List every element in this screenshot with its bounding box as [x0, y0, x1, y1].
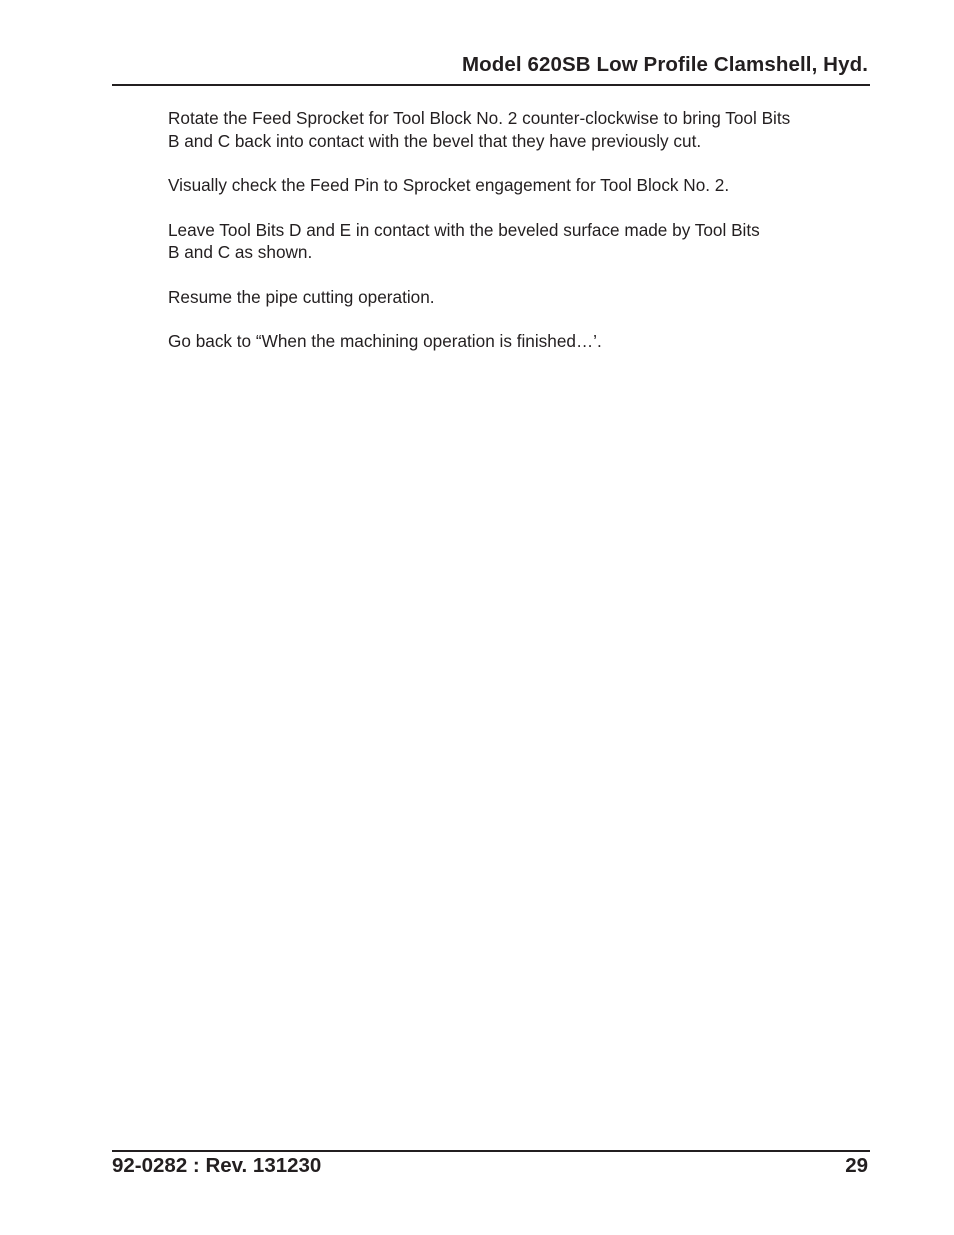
paragraph-leave-tool-bits — [168, 219, 858, 264]
paragraph-line: Go back to “When the machining operation is finished…’. — [168, 331, 602, 351]
paragraph-rotate-feed-sprocket — [168, 107, 858, 152]
body-text — [168, 107, 858, 375]
header-divider — [112, 84, 870, 86]
paragraph-line: Rotate the Feed Sprocket for Tool Block No. 2 counter-clockwise to bring Tool Bits — [168, 108, 791, 128]
paragraph-line: B and C as shown. — [168, 242, 313, 262]
footer-divider — [112, 1150, 870, 1152]
paragraph-line: Visually check the Feed Pin to Sprocket engagement for Tool Block No. 2. — [168, 175, 730, 195]
footer-doc-number: 92-0282 : Rev. 131230 — [112, 1154, 322, 1177]
page-header-title: Model 620SB Low Profile Clamshell, Hyd. — [461, 53, 868, 76]
paragraph-line: Leave Tool Bits D and E in contact with the beveled surface made by Tool Bits — [168, 219, 760, 240]
paragraph-line: B and C back into contact with the bevel that they have previously cut. — [168, 130, 702, 151]
footer-page-number: 29 — [845, 1154, 868, 1177]
paragraph-go-back — [168, 330, 858, 353]
paragraph-resume-cutting — [168, 286, 858, 309]
paragraph-check-feed-pin — [168, 174, 858, 197]
paragraph-line: Resume the pipe cutting operation. — [168, 286, 435, 307]
